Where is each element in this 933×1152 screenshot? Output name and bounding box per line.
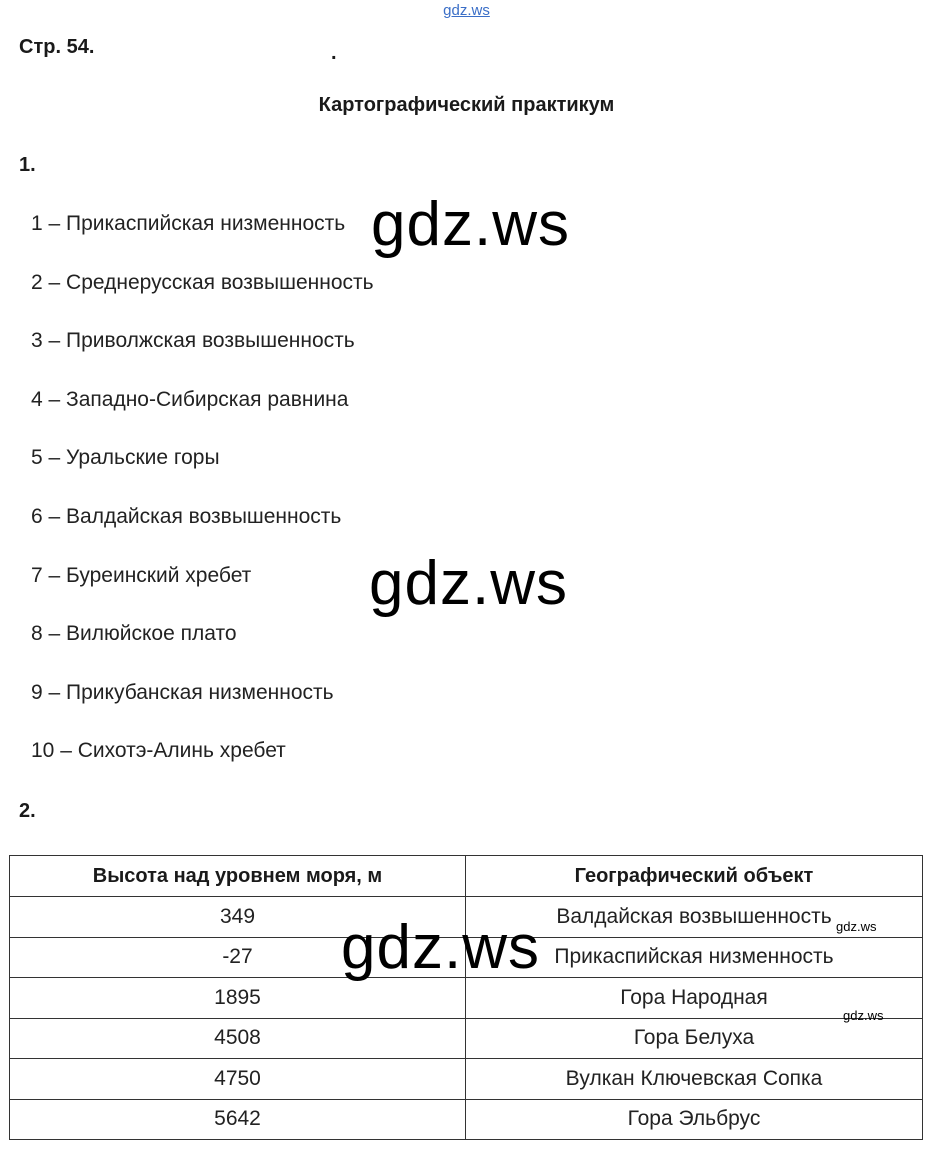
list-item: 7 – Буреинский хребет [31,563,252,587]
column-header-object: Географический объект [466,856,923,897]
table-row [10,978,923,1019]
list-item: 4 – Западно-Сибирская равнина [31,387,349,411]
watermark-large-1: gdz.ws [371,190,570,259]
list-item: 2 – Среднерусская возвышенность [31,270,374,294]
object-cell: Гора Народная [466,978,923,1019]
page-title: Картографический практикум [318,94,615,116]
table-header-row [10,856,923,897]
watermark-small-1: gdz.ws [836,919,877,934]
table-row [10,1099,923,1140]
watermark-small-2: gdz.ws [843,1008,884,1023]
elevation-cell: 349 [10,897,466,938]
elevation-cell: 1895 [10,978,466,1019]
elevation-cell: 4750 [10,1059,466,1100]
list-item: 1 – Прикаспийская низменность [31,212,346,235]
list-item: 6 – Валдайская возвышенность [31,504,342,528]
column-header-elevation: Высота над уровнем моря, м [10,856,466,897]
elevation-cell: 4508 [10,1018,466,1059]
stray-mark: . [331,42,337,64]
elevation-cell: 5642 [10,1099,466,1140]
watermark-large-3: gdz.ws [341,913,540,982]
list-item: 8 – Вилюйское плато [31,622,237,646]
table-row [10,1059,923,1100]
watermark-top-link[interactable]: gdz.ws [443,2,490,19]
object-cell: Валдайская возвышенность [466,897,923,938]
section-1-number: 1. [19,154,36,176]
elevation-table [9,855,923,1140]
list-item: 5 – Уральские горы [31,446,220,470]
elevation-cell: -27 [10,937,466,978]
table-row [10,1018,923,1059]
page-label: Стр. 54. [19,36,95,58]
landform-list [31,198,374,784]
list-item: 3 – Приволжская возвышенность [31,329,355,353]
list-item: 9 – Прикубанская низменность [31,680,334,704]
list-item: 10 – Сихотэ-Алинь хребет [31,739,286,763]
object-cell: Вулкан Ключевская Сопка [466,1059,923,1100]
object-cell: Гора Белуха [466,1018,923,1059]
section-2-number: 2. [19,800,36,822]
object-cell: Прикаспийская низменность [466,937,923,978]
object-cell: Гора Эльбрус [466,1099,923,1140]
watermark-large-2: gdz.ws [369,549,568,618]
